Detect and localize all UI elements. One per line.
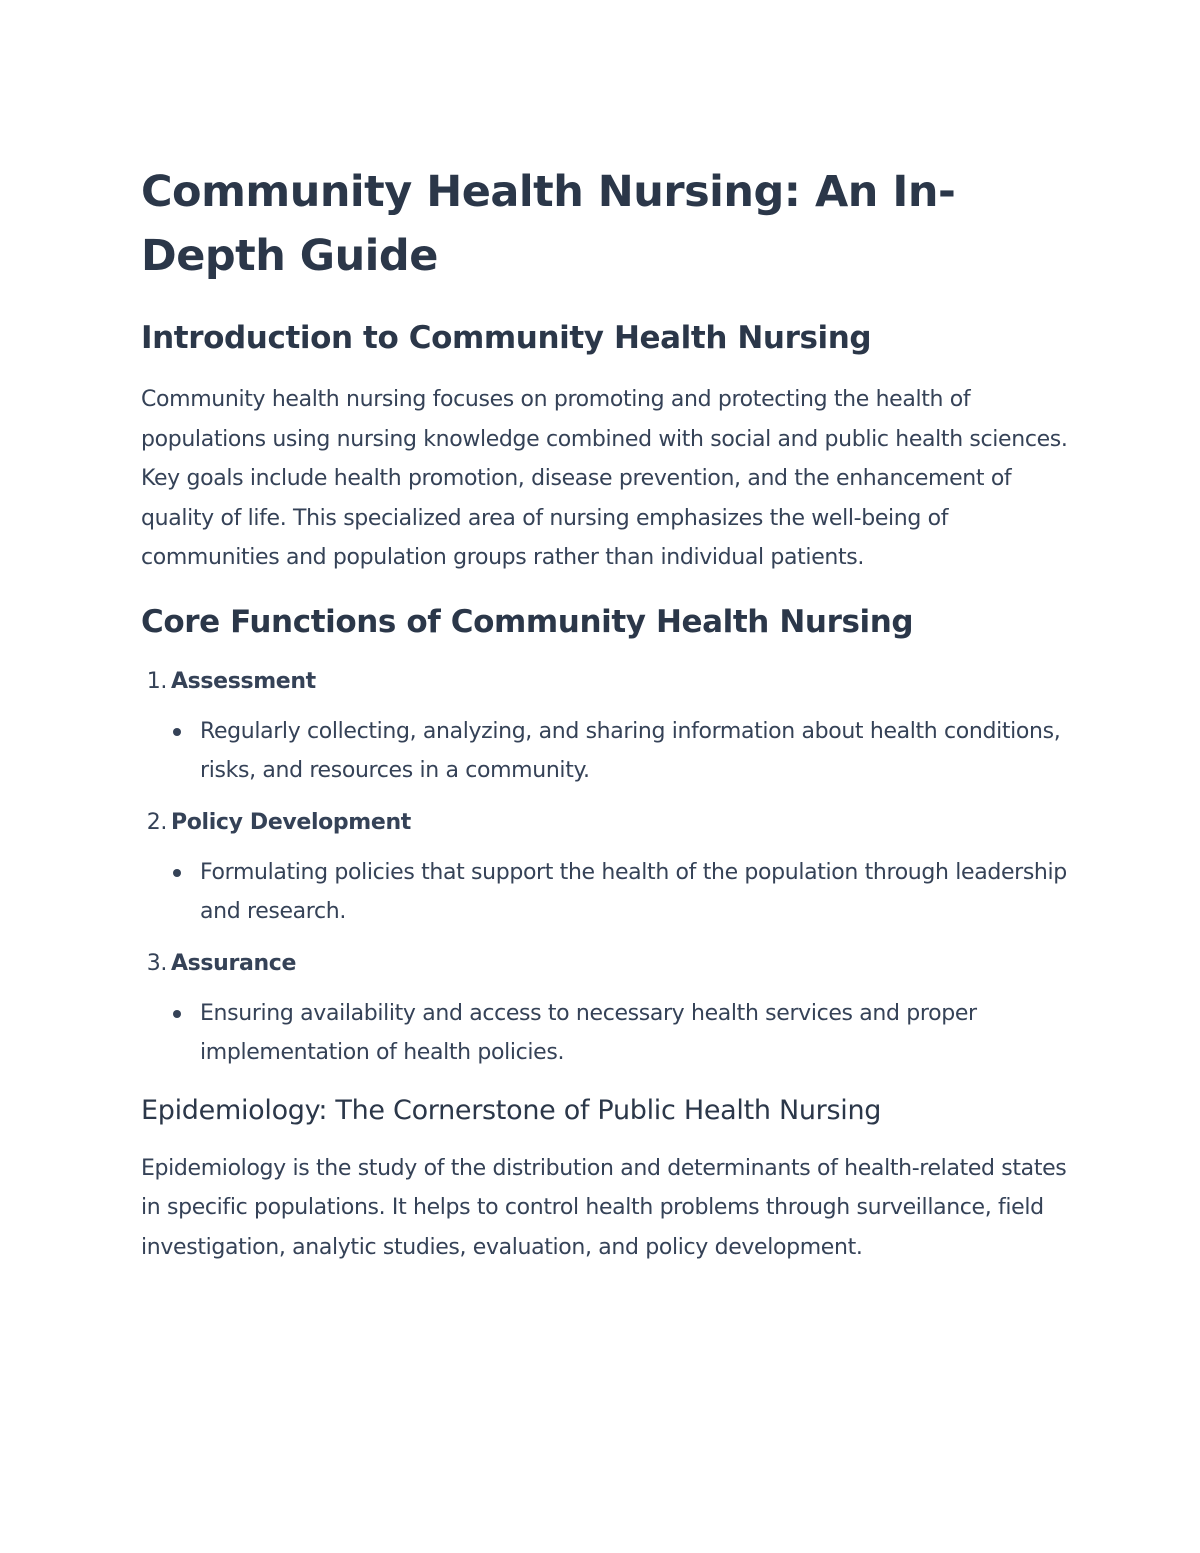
bullet-item	[200, 712, 1071, 791]
core-functions-list	[141, 664, 1071, 1073]
function-bullets	[141, 712, 1071, 791]
document-title: Community Health Nursing: An In-Depth Guide	[141, 167, 956, 281]
list-item	[141, 664, 1071, 791]
list-item	[141, 805, 1071, 932]
section-heading-epidemiology: Epidemiology: The Cornerstone of Public Health Nursing	[141, 1094, 882, 1126]
epidemiology-paragraph: Epidemiology is the study of the distribution and determinants of health-related states in specific populations. It helps to control health problems through surveillance, field investigation, analytic studies, evaluation, and policy development.	[141, 1155, 1067, 1260]
bullet-dot-icon	[173, 728, 181, 736]
section-heading-introduction: Introduction to Community Health Nursing	[141, 320, 872, 356]
function-heading	[141, 664, 1071, 700]
list-number: 1.	[146, 668, 167, 694]
function-title: Policy Development	[171, 809, 411, 835]
function-bullets	[141, 994, 1071, 1073]
bullet-text: Ensuring availability and access to necessary health services and proper implementation of health policies.	[200, 1000, 977, 1065]
bullet-item	[200, 853, 1071, 932]
bullet-dot-icon	[173, 869, 181, 877]
function-title: Assessment	[171, 668, 316, 694]
function-bullets	[141, 853, 1071, 932]
list-number: 2.	[146, 809, 167, 835]
function-heading	[141, 805, 1071, 841]
function-heading	[141, 946, 1071, 982]
introduction-paragraph: Community health nursing focuses on promoting and protecting the health of populations using nursing knowledge combined with social and public health sciences. Key goals include health promotion, disease prevention, and the enhancement of quality of life. This specialized area of nursing emphasizes the well-being of communities and population groups rather than individual patients.	[141, 387, 1068, 570]
list-item	[141, 946, 1071, 1073]
bullet-text: Regularly collecting, analyzing, and sharing information about health conditions, risks, and resources in a community.	[200, 718, 1061, 783]
section-heading-core-functions: Core Functions of Community Health Nursing	[141, 603, 914, 640]
function-title: Assurance	[171, 950, 297, 976]
bullet-text: Formulating policies that support the health of the population through leadership and research.	[200, 859, 1067, 924]
bullet-dot-icon	[173, 1010, 181, 1018]
document-page	[141, 160, 1071, 1291]
list-number: 3.	[146, 950, 167, 976]
bullet-item	[200, 994, 1071, 1073]
